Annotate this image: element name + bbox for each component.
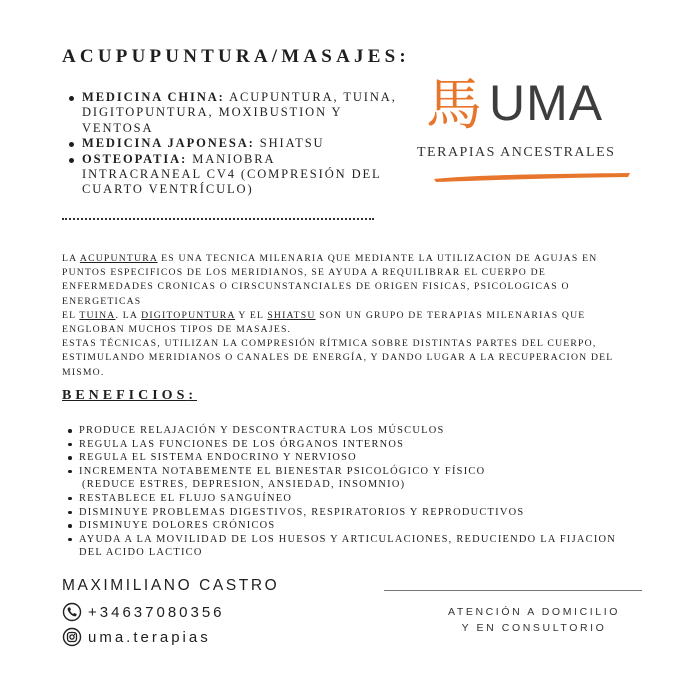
specialty-text: SHIATSU (254, 136, 325, 151)
divider-line (384, 590, 642, 591)
description-paragraph: EL TUINA. LA DIGITOPUNTURA Y EL SHIATSU SON UN GRUPO DE TERAPIAS MILENARIAS QUE ENGLOBAN MUCHOS TIPOS DE MASAJES. (62, 309, 586, 336)
list-item: PRODUCE RELAJACIÓN Y DESCONTRACTURA LOS MÚSCULOS (68, 424, 628, 438)
phone-number: +34637080356 (88, 603, 225, 621)
brush-stroke-icon (432, 170, 632, 189)
description-text (62, 252, 622, 380)
phone-contact[interactable] (62, 602, 225, 622)
specialty-text: MANIOBRA INTRACRANEAL CV4 (COMPRESIÓN DEL CUARTO VENTRÍCULO) (82, 151, 382, 197)
term-digitopuntura: DIGITOPUNTURA (141, 309, 236, 321)
list-item-osteopatia (68, 152, 398, 198)
service-note: ATENCIÓN A DOMICILIO Y EN CONSULTORIO (448, 606, 620, 634)
list-item-note: (REDUCE ESTRES, DEPRESION, ANSIEDAD, INSOMNIO) (82, 479, 406, 491)
list-item: INCREMENTA NOTABEMENTE EL BIENESTAR PSICOLÓGICO Y FÍSICO (REDUCE ESTRES, DEPRESION, ANSIEDAD, INSOMNIO) (68, 465, 628, 492)
dotted-divider (62, 218, 374, 220)
list-item: RESTABLECE EL FLUJO SANGUÍNEO (68, 492, 628, 506)
benefits-list (68, 424, 628, 560)
list-item: DISMINUYE PROBLEMAS DIGESTIVOS, RESPIRATORIOS Y REPRODUCTIVOS (68, 506, 628, 520)
description-paragraph: LA ACUPUNTURA ES UNA TECNICA MILENARIA QUE MEDIANTE LA UTILIZACION DE AGUJAS EN PUNTOS ESPECIFICOS DE LOS MERIDIANOS, SE AYUDA A REQUILIBRAR EL CUERPO DE ENFERMEDADES CRONICAS O CIRSCUNSTANCIALES DE ORIGEN FISICAS, PSICOLOGICAS O ENERGETICAS (62, 253, 598, 307)
benefits-heading: BENEFICIOS: (62, 388, 198, 403)
term-acupuntura: ACUPUNTURA (79, 253, 158, 264)
logo-wordmark: UMA (489, 75, 604, 131)
phone-icon (62, 602, 82, 622)
instagram-handle: uma.terapias (88, 628, 211, 646)
page-title: ACUPUPUNTURA/MASAJES: (62, 46, 410, 67)
list-item-medicina-china (68, 90, 398, 136)
list-item: AYUDA A LA MOVILIDAD DE LOS HUESOS Y ARTICULACIONES, REDUCIENDO LA FIJACION DEL ACIDO LACTICO (68, 533, 628, 560)
term-tuina: TUINA (79, 309, 116, 321)
list-item: REGULA LAS FUNCIONES DE LOS ÓRGANOS INTERNOS (68, 438, 628, 452)
list-item: DISMINUYE DOLORES CRÓNICOS (68, 519, 628, 533)
svg-text:馬: 馬 (426, 74, 482, 134)
logo-tagline: TERAPIAS ANCESTRALES (417, 145, 616, 160)
specialties-list (68, 90, 398, 198)
specialty-label: MEDICINA CHINA: (82, 90, 225, 104)
term-shiatsu: SHIATSU (267, 309, 316, 321)
specialty-text: ACUPUNTURA, TUINA, DIGITOPUNTURA, MOXIBUSTION Y VENTOSA (82, 90, 397, 135)
specialty-label: OSTEOPATIA: (82, 151, 188, 166)
instagram-icon (62, 627, 82, 647)
instagram-contact[interactable] (62, 627, 211, 647)
therapist-name: MAXIMILIANO CASTRO (62, 577, 280, 594)
list-item: REGULA EL SISTEMA ENDOCRINO Y NERVIOSO (68, 451, 628, 465)
horse-kanji-icon (426, 74, 486, 134)
specialty-label: MEDICINA JAPONESA: (82, 136, 255, 151)
list-item-medicina-japonesa (68, 136, 398, 151)
logo-horse-glyph (426, 74, 486, 139)
description-paragraph: ESTAS TÉCNICAS, UTILIZAN LA COMPRESIÓN RÍTMICA SOBRE DISTINTAS PARTES DEL CUERPO, ESTIMULANDO MERIDIANOS O CANALES DE ENERGÍA, Y DANDO LUGAR A LA RECUPERACION DEL MISMO. (62, 338, 614, 378)
